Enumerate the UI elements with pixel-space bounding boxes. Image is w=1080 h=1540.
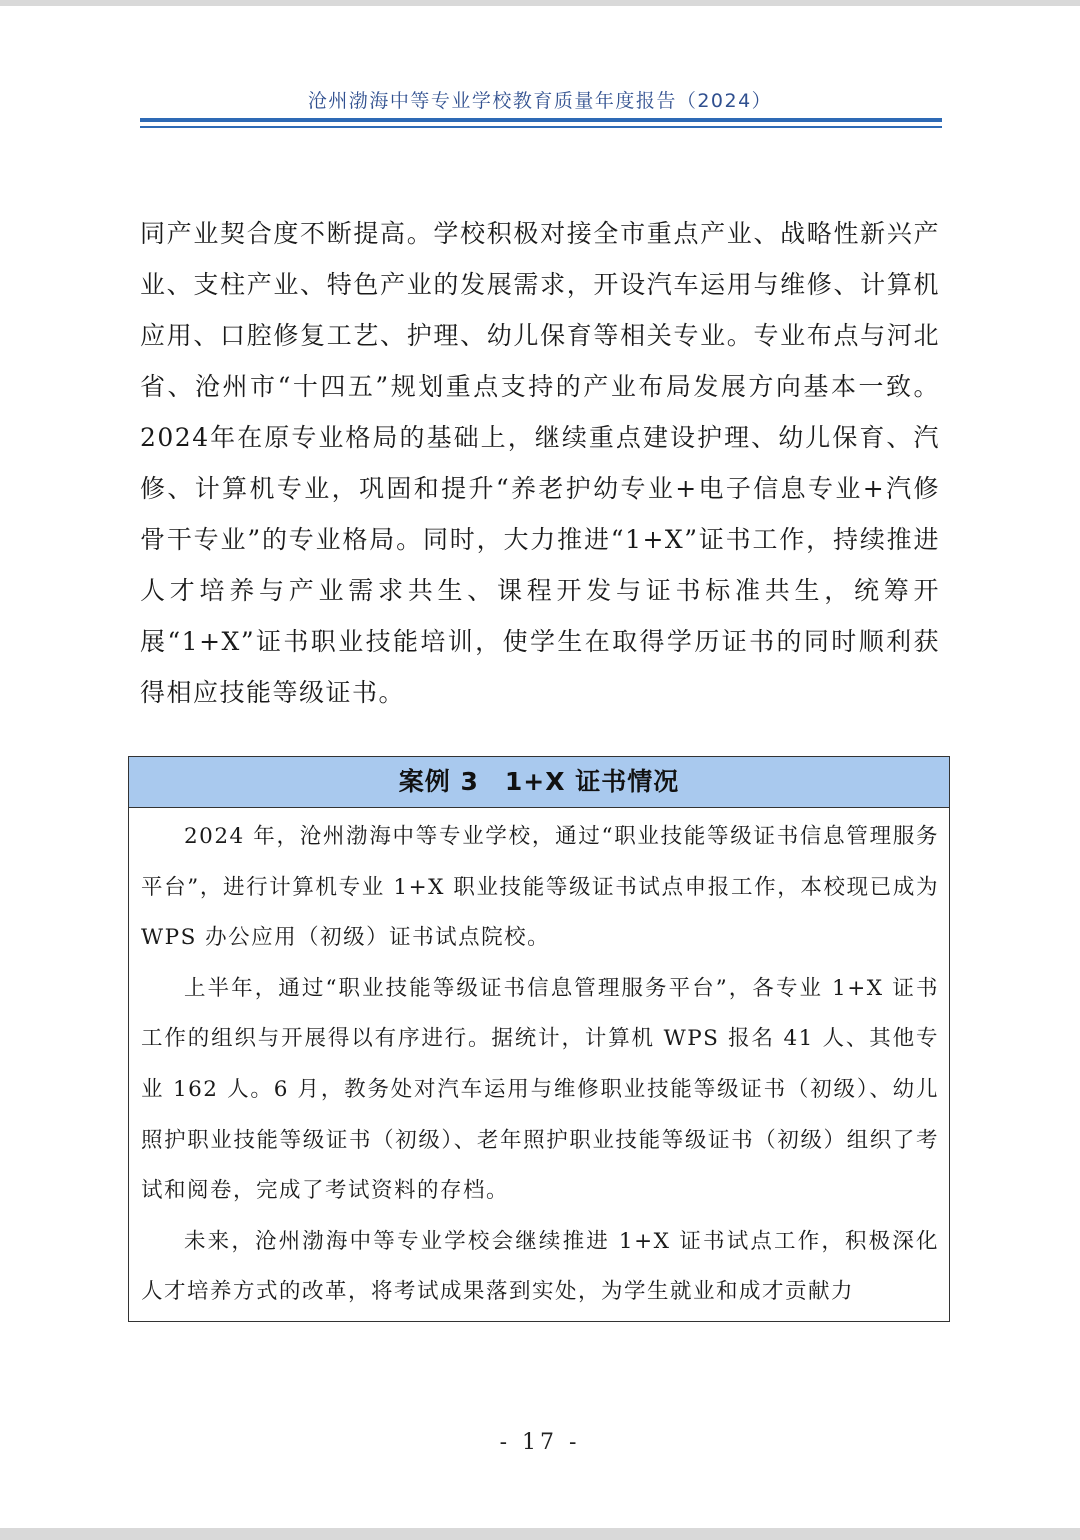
header-rule-thick — [140, 118, 942, 122]
case-box — [128, 756, 950, 1322]
document-page — [0, 6, 1080, 1528]
body-paragraph: 同产业契合度不断提高。学校积极对接全市重点产业、战略性新兴产业、支柱产业、特色产业的发展需求，开设汽车运用与维修、计算机应用、口腔修复工艺、护理、幼儿保育等相关专业。专业布点与河北省、沧州市“十四五”规划重点支持的产业布局发展方向基本一致。2024年在原专业格局的基础上，继续重点建设护理、幼儿保育、汽修、计算机专业，巩固和提升“养老护幼专业+电子信息专业+汽修骨干专业”的专业格局。同时，大力推进“1+X”证书工作，持续推进人才培养与产业需求共生、课程开发与证书标准共生，统筹开展“1+X”证书职业技能培训，使学生在取得学历证书的同时顺利获得相应技能等级证书。 — [140, 219, 940, 707]
running-header-title: 沧州渤海中等专业学校教育质量年度报告（2024） — [307, 90, 773, 112]
case-title: 案例 3 1+X 证书情况 — [129, 757, 949, 808]
page-number: - 17 - — [499, 1430, 581, 1455]
header-rule-thin — [140, 126, 942, 128]
case-paragraph-2: 上半年，通过“职业技能等级证书信息管理服务平台”，各专业 1+X 证书工作的组织与开展得以有序进行。据统计，计算机 WPS 报名 41 人、其他专业 162 人。6 月，教务处对汽车运用与维修职业技能等级证书（初级）、幼儿照护职业技能等级证书（初级）、老年照护职业技能等级证书（初级）组织了考试和阅卷，完成了考试资料的存档。 — [141, 975, 939, 1204]
case-paragraph-1: 2024 年，沧州渤海中等专业学校，通过“职业技能等级证书信息管理服务平台”，进行计算机专业 1+X 职业技能等级证书试点申报工作，本校现已成为 WPS 办公应用（初级）证书试点院校。 — [141, 824, 939, 951]
case-body — [129, 808, 949, 1318]
case-paragraph-3: 未来，沧州渤海中等专业学校会继续推进 1+X 证书试点工作，积极深化人才培养方式的改革，将考试成果落到实处，为学生就业和成才贡献力 — [141, 1228, 939, 1305]
